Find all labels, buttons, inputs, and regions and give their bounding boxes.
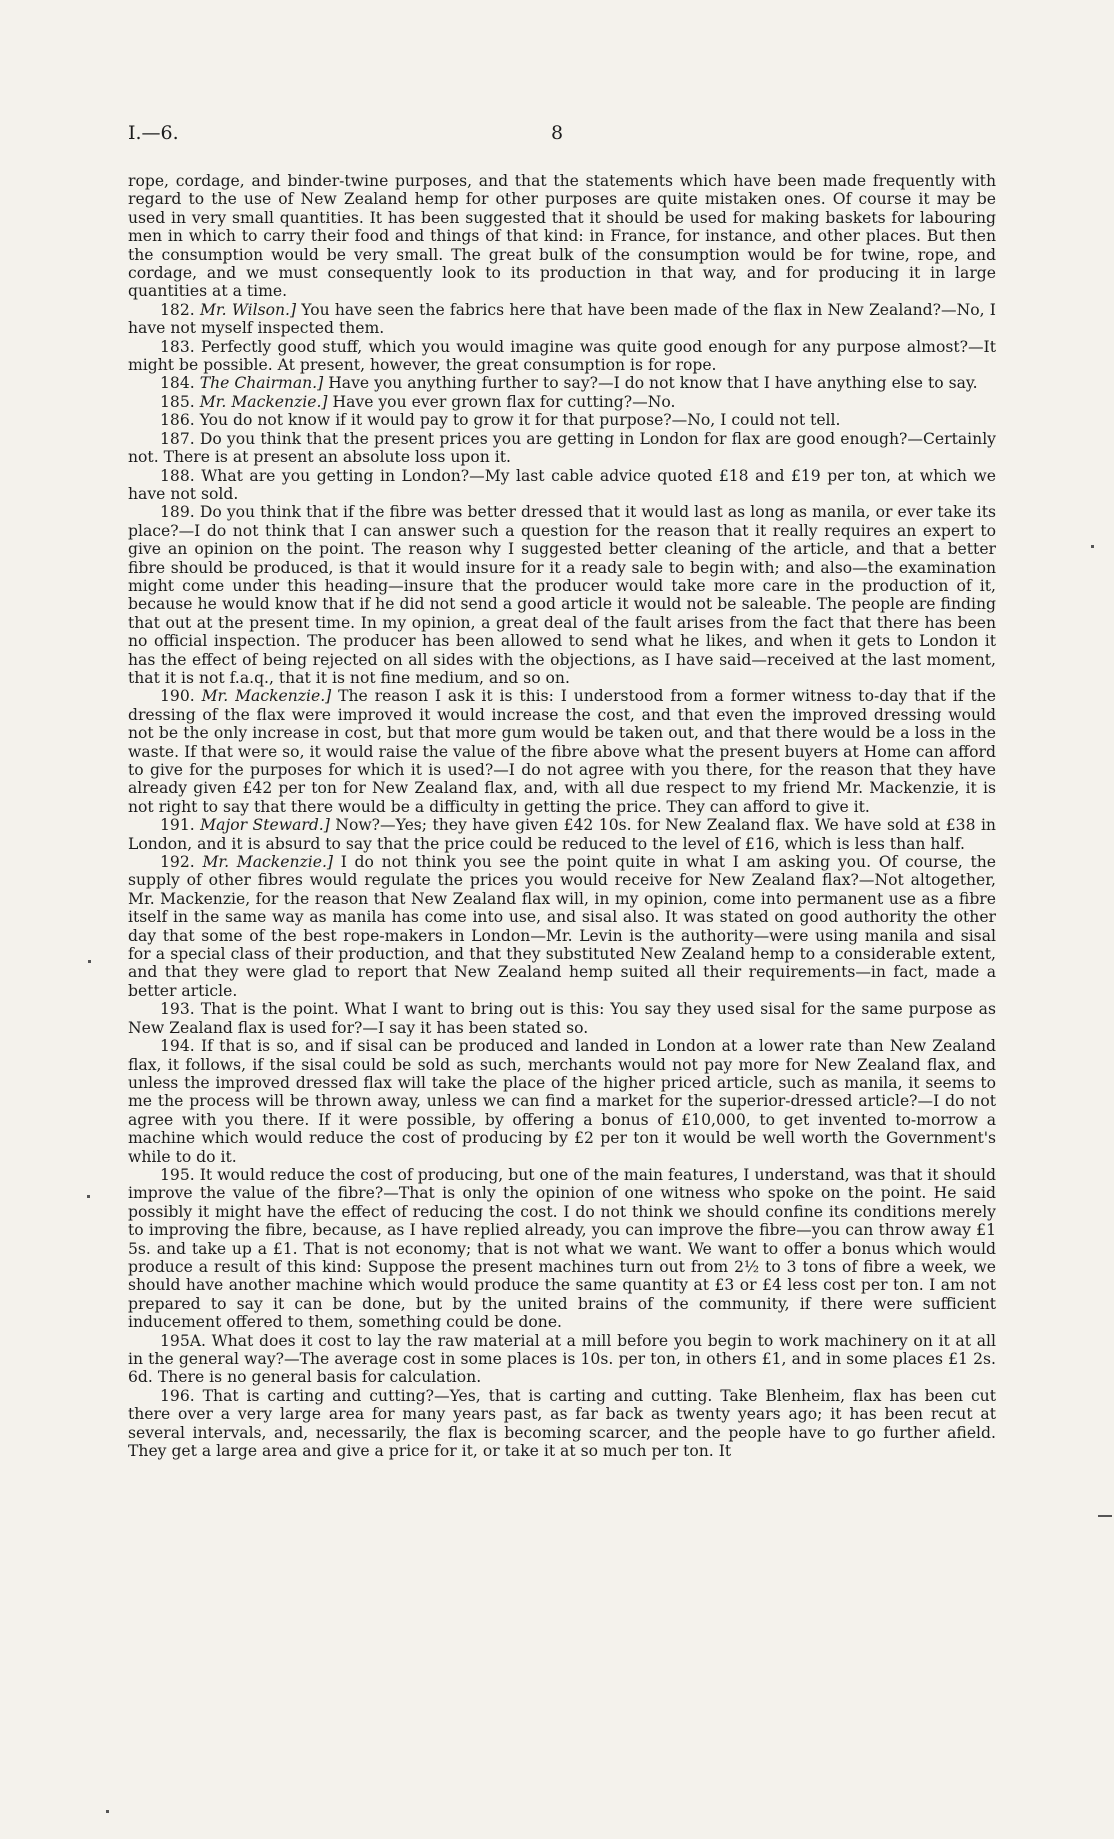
speaker-name: Mr. Mackenzie.]	[199, 392, 328, 411]
paragraph	[128, 816, 996, 853]
question-number: 187.	[160, 429, 195, 448]
paragraph-text: You do not know if it would pay to grow it for that purpose?—No, I could not tell.	[199, 411, 841, 430]
scan-mark	[106, 1810, 109, 1813]
paragraph-text: That is the point. What I want to bring out is this: You say they used sisal for the same purpose as New Zealand flax is used for?—I say it has been stated so.	[128, 1000, 996, 1037]
paragraph	[128, 1166, 996, 1332]
speaker-name: Mr. Mackenzie.]	[201, 687, 332, 706]
question-number: 191.	[160, 816, 195, 835]
paragraph-text: rope, cordage, and binder-twine purposes, and that the statements which have been made frequently with regard to the use of New Zealand hemp for other purposes are quite mistaken ones. Of course it may be used in very small quantities. It has been suggested that it should be used for making baskets for labouring men in which to carry their food and things of that kind: in France, for instance, and other places. But then the consumption would be very small. The great bulk of the consumption would be for twine, rope, and cordage, and we must consequently look to its production in that way, and for producing it in large quantities at a time.	[128, 172, 996, 301]
speaker-name: Mr. Mackenzie.]	[202, 853, 333, 872]
paragraph	[128, 374, 996, 392]
question-number: 185.	[160, 392, 195, 411]
paragraph-text: The reason I ask it is this: I understood from a former witness to-day that if the dressing of the flax were improved it would increase the cost, and that even the improved dressing would not be the only increase in cost, but that more gum would be taken out, and that there would be a loss in the waste. If that were so, it would raise the value of the fibre above what the present buyers at Home can afford to give for the purposes for which it is used?—I do not agree with you there, for the reason that they have already given £42 per ton for New Zealand flax, and, with all due respect to my friend Mr. Mackenzie, it is not right to say that there would be a difficulty in getting the price. They can afford to give it.	[128, 687, 996, 816]
question-number: 196.	[160, 1386, 195, 1405]
paragraph-text: What does it cost to lay the raw material at a mill before you begin to work machinery on it at all in the general way?—The average cost in some places is 10s. per ton, in others £1, and in some places £1 2s. 6d. There is no general basis for calculation.	[128, 1331, 996, 1387]
speaker-name: The Chairman.]	[199, 374, 324, 393]
paragraph-text: That is carting and cutting?—Yes, that is carting and cutting. Take Blenheim, flax has been cut there over a very large area for many years past, as far back as twenty years ago; it has been recut at several intervals, and, necessarily, the flax is becoming scarcer, and the people have to go further afield. They get a large area and give a price for it, or take it at so much per ton. It	[128, 1386, 996, 1461]
paragraph	[128, 1037, 996, 1166]
paragraph	[128, 172, 996, 301]
question-number: 190.	[160, 687, 195, 706]
scan-mark	[87, 1195, 90, 1198]
speaker-name: Major Steward.]	[200, 816, 330, 835]
scan-mark	[1098, 1515, 1112, 1517]
question-number: 182.	[160, 300, 195, 319]
paragraph-text: Have you anything further to say?—I do not know that I have anything else to say.	[328, 374, 978, 393]
question-number: 192.	[160, 853, 195, 872]
paragraph-text: What are you getting in London?—My last cable advice quoted £18 and £19 per ton, at which we have not sold.	[128, 466, 996, 503]
question-number: 183.	[160, 337, 195, 356]
question-number: 188.	[160, 466, 195, 485]
paragraph-text: You have seen the fabrics here that have been made of the flax in New Zealand?—No, I have not myself inspected them.	[128, 300, 996, 338]
paragraph	[128, 411, 996, 429]
paragraph	[128, 338, 996, 375]
paragraph-text: If that is so, and if sisal can be produced and landed in London at a lower rate than New Zealand flax, it follows, if the sisal could be sold as such, merchants would not pay more for New Zealand flax, and unless the improved dressed flax will take the place of the higher priced article, such as manila, it seems to me the process will be thrown away, unless we can find a market for the superior-dressed article?—I do not agree with you there. If it were possible, by offering a bonus of £10,000, to get invented to-morrow a machine which would reduce the cost of producing by £2 per ton it would be well worth the Government's while to do it.	[128, 1037, 996, 1166]
paragraph-text: I do not think you see the point quite in what I am asking you. Of course, the supply of other fibres would regulate the prices you would receive for New Zealand flax?—Not altogether, Mr. Mackenzie, for the reason that New Zealand flax will, in my opinion, come into permanent use as a fibre itself in the same way as manila has come into use, and sisal also. It was stated on good authority the other day that some of the best rope-makers in London—Mr. Levin is the authority—were using manila and sisal for a special class of their production, and that they substituted New Zealand hemp to a considerable extent, and that they were glad to report that New Zealand hemp suited all their requirements—in fact, made a better article.	[128, 853, 997, 1000]
paragraph-text: Perfectly good stuff, which you would imagine was quite good enough for any purpose almost?—It might be possible. At present, however, the great consumption is for rope.	[128, 337, 996, 375]
paragraph	[128, 1332, 996, 1387]
paragraph-text: It would reduce the cost of producing, but one of the main features, I understand, was that it should improve the value of the fibre?—That is only the opinion of one witness who spoke on the point. He said possibly it might have the effect of reducing the cost. I do not think we should confine its conditions merely to improving the fibre, because, as I have replied already, you can improve the fibre—you can throw away £1 5s. and take up a £1. That is not economy; that is not what we want. We want to offer a bonus which would produce a result of this kind: Suppose the present machines turn out from 2½ to 3 tons of fibre a week, we should have another machine which would produce the same quantity at £3 or £4 less cost per ton. I am not prepared to say it can be done, but by the united brains of the community, if there were sufficient inducement offered to them, something could be done.	[128, 1165, 996, 1332]
paragraph	[128, 467, 996, 504]
paragraph	[128, 853, 996, 1000]
scan-mark	[88, 960, 91, 963]
paragraph	[128, 301, 996, 338]
question-number: 193.	[160, 1000, 195, 1019]
paragraph	[128, 430, 996, 467]
question-number: 184.	[160, 374, 195, 393]
paragraph	[128, 687, 996, 816]
paragraph-text: Have you ever grown flax for cutting?—No.	[332, 392, 676, 411]
question-number: 195A.	[160, 1331, 206, 1350]
paragraph	[128, 503, 996, 687]
paragraph	[128, 1000, 996, 1037]
question-number: 186.	[160, 411, 195, 430]
paragraph-text: Now?—Yes; they have given £42 10s. for New Zealand flax. We have sold at £38 in London, and it is absurd to say that the price could be reduced to the level of £16, which is less than half.	[128, 816, 996, 853]
speaker-name: Mr. Wilson.]	[199, 300, 297, 319]
paragraph-text: Do you think that if the fibre was better dressed that it would last as long as manila, or ever take its place?—I do not think that I can answer such a question for the reason that it really requires an expert to give an opinion on the point. The reason why I suggested better cleaning of the article, and that a better fibre should be produced, is that it would insure for it a ready sale to begin with; and also—the examination might come under this heading—insure that the producer would take more care in the production of it, because he would know that if he did not send a good article it would not be saleable. The people are finding that out at the present time. In my opinion, a great deal of the fault arises from the fact that there has been no official inspection. The producer has been allowed to send what he likes, and when it gets to London it has the effect of being rejected on all sides with the objections, as I have said—received at the last moment, that it is not f.a.q., that it is not fine medium, and so on.	[128, 503, 996, 687]
question-number: 189.	[160, 503, 195, 522]
document-reference: I.—6.	[128, 122, 179, 144]
document-body	[128, 172, 996, 1460]
page-number: 8	[550, 122, 564, 144]
question-number: 195.	[160, 1165, 195, 1184]
scan-mark	[1091, 545, 1094, 548]
question-number: 194.	[160, 1037, 195, 1056]
paragraph	[128, 393, 996, 411]
paragraph-text: Do you think that the present prices you are getting in London for flax are good enough?—Certainly not. There is at present an absolute loss upon it.	[128, 429, 996, 467]
paragraph	[128, 1387, 996, 1461]
